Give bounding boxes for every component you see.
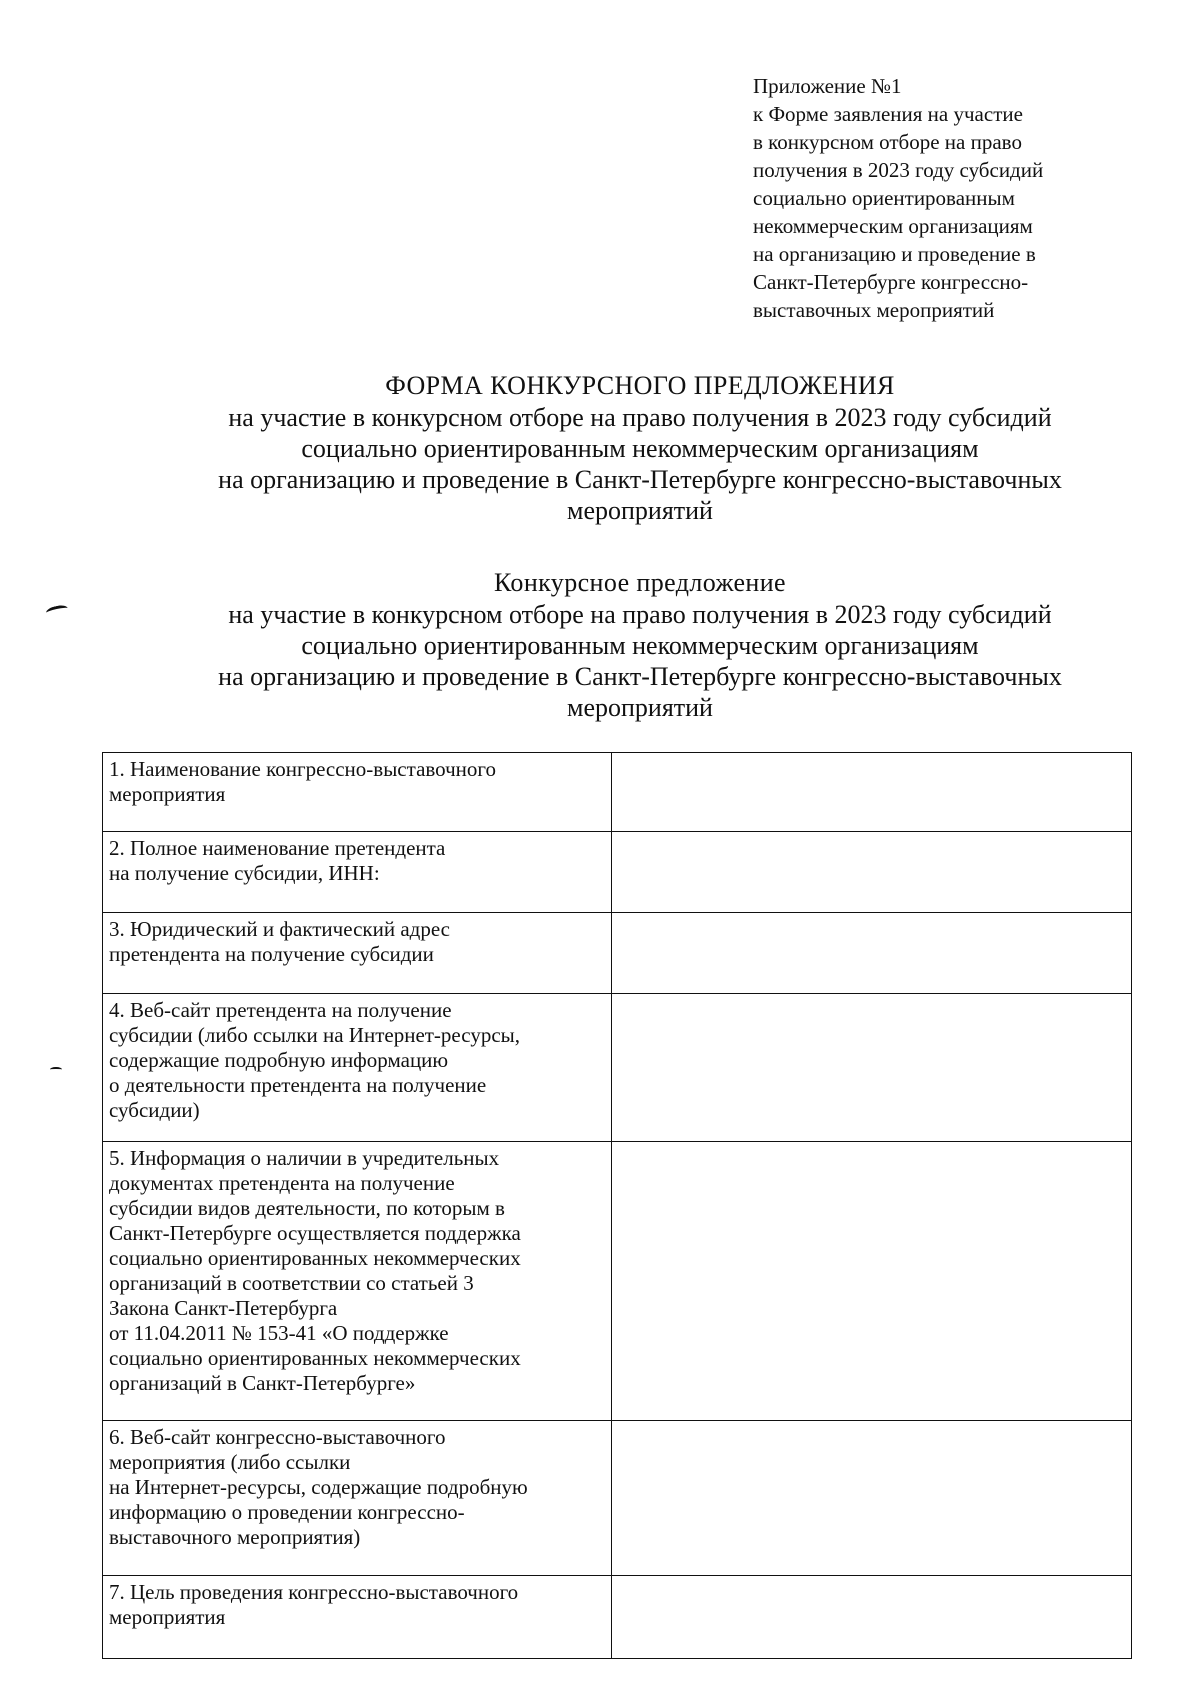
annex-line: Санкт-Петербурге конгрессно-	[753, 270, 1029, 294]
form-title	[150, 370, 1130, 526]
row-label-event-website	[103, 1421, 612, 1576]
label-line: претендента на получение субсидии	[109, 942, 434, 966]
label-line: организаций в соответствии со статьей 3	[109, 1271, 474, 1295]
row-value-event-website[interactable]	[612, 1421, 1132, 1576]
label-line: социально ориентированных некоммерческих	[109, 1346, 521, 1370]
annex-line: выставочных мероприятий	[753, 298, 995, 322]
table-row	[103, 832, 1132, 913]
label-line: мероприятия	[109, 1605, 226, 1629]
annex-line: получения в 2023 году субсидий	[753, 158, 1044, 182]
label-line: Закона Санкт-Петербурга	[109, 1296, 338, 1320]
label-line: 2. Полное наименование претендента	[109, 836, 446, 860]
form-title-line: на участие в конкурсном отборе на право получения в 2023 году субсидий	[228, 403, 1052, 432]
table-row	[103, 913, 1132, 994]
table-row	[103, 1576, 1132, 1659]
label-line: субсидии видов деятельности, по которым в	[109, 1196, 505, 1220]
annex-line: социально ориентированным	[753, 186, 1015, 210]
proposal-title-heading: Конкурсное предложение	[493, 568, 787, 597]
row-value-event-name[interactable]	[612, 753, 1132, 832]
annex-line: в конкурсном отборе на право	[753, 130, 1022, 154]
row-label-applicant-website	[103, 994, 612, 1142]
proposal-title-line: на участие в конкурсном отборе на право получения в 2023 году субсидий	[228, 600, 1052, 629]
label-line: организаций в Санкт-Петербурге»	[109, 1371, 416, 1395]
row-label-applicant-name-inn	[103, 832, 612, 913]
proposal-title	[150, 567, 1130, 723]
label-line: Санкт-Петербурге осуществляется поддержка	[109, 1221, 521, 1245]
proposal-title-line: социально ориентированным некоммерческим организациям	[301, 631, 979, 660]
table-row	[103, 1421, 1132, 1576]
annex-note	[753, 72, 1153, 324]
label-line: 3. Юридический и фактический адрес	[109, 917, 450, 941]
label-line: 4. Веб-сайт претендента на получение	[109, 998, 452, 1022]
label-line: мероприятия (либо ссылки	[109, 1450, 351, 1474]
label-line: мероприятия	[109, 782, 226, 806]
row-label-applicant-address	[103, 913, 612, 994]
row-label-event-goal	[103, 1576, 612, 1659]
label-line: 7. Цель проведения конгрессно-выставочного	[109, 1580, 519, 1604]
form-title-line: на организацию и проведение в Санкт-Петербурге конгрессно-выставочных	[218, 465, 1062, 494]
row-value-applicant-website[interactable]	[612, 994, 1132, 1142]
label-line: о деятельности претендента на получение	[109, 1073, 487, 1097]
label-line: информацию о проведении конгрессно-	[109, 1500, 465, 1524]
label-line: субсидии)	[109, 1098, 200, 1122]
proposal-form-table	[102, 752, 1132, 1659]
row-value-applicant-name-inn[interactable]	[612, 832, 1132, 913]
row-label-charter-activities	[103, 1142, 612, 1421]
row-value-applicant-address[interactable]	[612, 913, 1132, 994]
form-title-line: социально ориентированным некоммерческим организациям	[301, 434, 979, 463]
scan-artifact	[45, 604, 68, 617]
form-title-heading: ФОРМА КОНКУРСНОГО ПРЕДЛОЖЕНИЯ	[385, 371, 895, 400]
label-line: на получение субсидии, ИНН:	[109, 861, 380, 885]
row-label-event-name	[103, 753, 612, 832]
annex-line: некоммерческим организациям	[753, 214, 1033, 238]
form-title-line: мероприятий	[567, 496, 713, 525]
label-line: субсидии (либо ссылки на Интернет-ресурсы,	[109, 1023, 520, 1047]
proposal-title-line: мероприятий	[567, 693, 713, 722]
table-row	[103, 994, 1132, 1142]
label-line: 6. Веб-сайт конгрессно-выставочного	[109, 1425, 446, 1449]
table-row	[103, 1142, 1132, 1421]
label-line: документах претендента на получение	[109, 1171, 455, 1195]
proposal-title-line: на организацию и проведение в Санкт-Петербурге конгрессно-выставочных	[218, 662, 1062, 691]
label-line: 1. Наименование конгрессно-выставочного	[109, 757, 497, 781]
scan-artifact	[50, 1067, 62, 1072]
label-line: на Интернет-ресурсы, содержащие подробную	[109, 1475, 528, 1499]
row-value-event-goal[interactable]	[612, 1576, 1132, 1659]
annex-line: Приложение №1	[753, 74, 902, 98]
label-line: от 11.04.2011 № 153-41 «О поддержке	[109, 1321, 449, 1345]
label-line: 5. Информация о наличии в учредительных	[109, 1146, 500, 1170]
annex-line: на организацию и проведение в	[753, 242, 1036, 266]
annex-line: к Форме заявления на участие	[753, 102, 1023, 126]
table-row	[103, 753, 1132, 832]
label-line: содержащие подробную информацию	[109, 1048, 449, 1072]
label-line: социально ориентированных некоммерческих	[109, 1246, 521, 1270]
label-line: выставочного мероприятия)	[109, 1525, 361, 1549]
row-value-charter-activities[interactable]	[612, 1142, 1132, 1421]
